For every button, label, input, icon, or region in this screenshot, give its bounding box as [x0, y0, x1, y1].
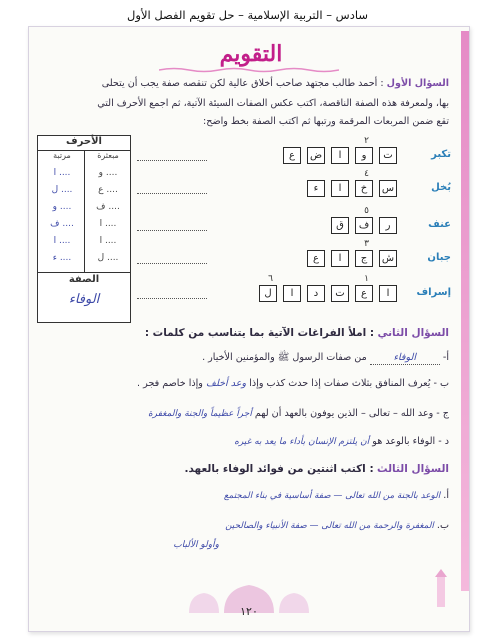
box-number-tag: ١ [364, 274, 369, 284]
q2-d-answer: أن يلتزم الإنسان بأداء ما يعد به غيره [234, 437, 370, 447]
q3-a-answer: الوعد بالجنة من الله تعالى — صفة أساسية في بناء المجتمع [223, 491, 441, 501]
q3-instruction: : اكتب اثنتين من فوائد الوفاء بالعهد. [184, 463, 374, 475]
letter-box[interactable]: ر [379, 217, 397, 234]
q2-label: السؤال الثاني [377, 327, 449, 339]
box-number-tag: ٤ [364, 169, 369, 179]
q2-c [148, 407, 449, 421]
q3-label: السؤال الثالث [376, 463, 449, 475]
q2-c-answer: أجراً عظيماً والجنة والمغفرة [148, 409, 252, 419]
q3-a [224, 489, 449, 503]
box-number-tag: ٢ [364, 136, 369, 146]
side-ribbon [461, 31, 469, 591]
q2-b-answer: وعد أخلف [206, 378, 247, 389]
letter-box[interactable]: ع [283, 147, 301, 164]
letter-box[interactable]: خ [355, 180, 373, 197]
minaret-decoration [423, 569, 459, 609]
letter-box[interactable]: ا [331, 250, 349, 267]
page-number: ١٢٠ [240, 605, 258, 618]
letter-box[interactable]: ت [379, 147, 397, 164]
q2-a-prefix: أ- [442, 352, 449, 363]
ordered-letter: ل .... [51, 185, 73, 195]
q1-line2: بها، ولمعرفة هذه الصفة الناقصة، اكتب عكس الصفات السيئة الآتية، ثم اجمع الأحرف التي [97, 98, 449, 109]
ordered-letter: ء .... [52, 253, 72, 263]
q3-heading [184, 463, 449, 476]
table-separator [38, 272, 130, 273]
q3-b-prefix: ب. [436, 520, 449, 531]
letter-box[interactable]: س [379, 180, 397, 197]
worksheet-page [28, 26, 470, 632]
q3-b-answer: المغفرة والرحمة من الله تعالى — صفة الأنبياء والصالحين [225, 521, 434, 531]
page-title: التقويم [219, 41, 283, 67]
ordered-letter: و .... [52, 202, 72, 212]
letter-box[interactable]: ا [283, 285, 301, 302]
letter-box[interactable]: ا [331, 180, 349, 197]
q1-line1 [102, 77, 449, 90]
answer-dotted-line [137, 230, 207, 231]
q1-line1-text: : أحمد طالب مجتهد صاحب أخلاق عالية لكن تنقصه صفة يجب أن يتحلى [101, 78, 384, 89]
letter-box[interactable]: ء [307, 180, 325, 197]
q3-b-answer-cont: وأولو الألباب [173, 540, 219, 550]
answer-handwritten: الوفاء [68, 292, 100, 307]
q2-d [234, 435, 449, 449]
letter-box[interactable]: ع [307, 250, 325, 267]
q2-b-text: ب - يُعرف المنافق بثلاث صفات إذا حدث كذب وإذا [249, 378, 449, 389]
letter-box[interactable]: ش [379, 250, 397, 267]
q1-label: السؤال الأول [386, 78, 449, 89]
q2-heading [145, 327, 449, 340]
q2-b [137, 377, 449, 390]
letter-box[interactable]: ف [355, 217, 373, 234]
word-label: إسراف [416, 287, 451, 298]
q2-a-answer: الوفاء [370, 351, 440, 365]
box-number-tag: ٦ [268, 274, 273, 284]
q2-a-text: من صفات الرسول ﷺ والمؤمنين الأخيار . [202, 352, 367, 363]
scrambled-letter: ل .... [97, 253, 119, 263]
letter-box[interactable]: و [355, 147, 373, 164]
q3-b [225, 519, 449, 533]
q1-line3: تقع ضمن المربعات المرقمة ورتبها ثم اكتب الصفة بخط واضح: [203, 116, 449, 127]
letter-box[interactable]: ل [259, 285, 277, 302]
q2-d-text: د - الوفاء بالوعد هو [372, 436, 449, 447]
box-number-tag: ٥ [364, 206, 369, 216]
scrambled-letter: و .... [98, 168, 118, 178]
ordered-letter: ا .... [53, 168, 71, 178]
answer-dotted-line [137, 193, 207, 194]
title-underline-decoration [159, 67, 339, 73]
col-ordered-header: مرتبة [53, 151, 71, 160]
table-divider [84, 150, 85, 272]
letter-box[interactable]: ا [331, 147, 349, 164]
scrambled-letter: ف .... [96, 202, 120, 212]
letter-box[interactable]: ض [307, 147, 325, 164]
scrambled-letter: ا .... [99, 219, 117, 229]
ordered-letter: ا .... [53, 236, 71, 246]
page-header: سادس – التربية الإسلامية – حل تقويم الفصل الأول [127, 8, 368, 22]
answer-dotted-line [137, 298, 207, 299]
letters-table [37, 135, 131, 323]
letter-box[interactable]: ت [331, 285, 349, 302]
q2-instruction: : املأ الفراغات الآتية بما يتناسب من كلمات : [144, 327, 375, 339]
ordered-letter: ف .... [50, 219, 74, 229]
letters-table-title: الأحرف [38, 136, 130, 151]
scrambled-letter: ع .... [98, 185, 118, 195]
col-scrambled-header: مبعثرة [97, 151, 119, 160]
answer-dotted-line [137, 263, 207, 264]
box-number-tag: ٣ [364, 239, 369, 249]
scrambled-letter: ا .... [99, 236, 117, 246]
letter-box[interactable]: ج [355, 250, 373, 267]
letter-box[interactable]: ا [379, 285, 397, 302]
q2-c-text: ج - وعد الله – تعالى – الذين يوفون بالعهد أن لهم [254, 408, 449, 419]
letter-box[interactable]: ع [355, 285, 373, 302]
letter-box[interactable]: د [307, 285, 325, 302]
word-label: بُخل [431, 182, 451, 193]
letter-box[interactable]: ق [331, 217, 349, 234]
q2-b-end: وإذا خاصم فجر . [137, 378, 203, 389]
q2-a [202, 351, 449, 365]
word-label: تكبر [431, 149, 451, 160]
word-label: عنف [428, 219, 451, 230]
word-label: جبان [427, 252, 451, 263]
answer-label: الصفة [68, 274, 100, 285]
answer-dotted-line [137, 160, 207, 161]
q3-a-prefix: أ. [443, 490, 449, 501]
